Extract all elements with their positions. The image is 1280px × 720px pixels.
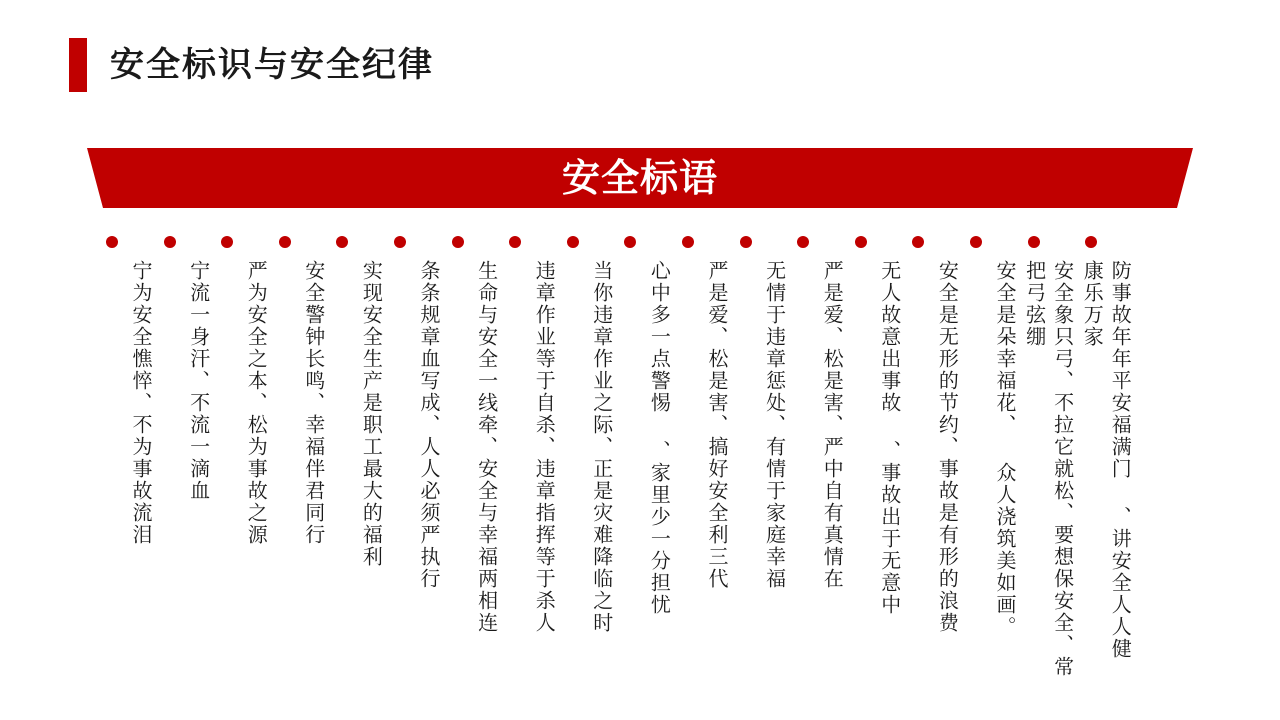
slogan-item <box>621 236 673 696</box>
slogan-text: 无人故意出事故 、事故出于无意中 <box>877 260 902 616</box>
bullet-dot-icon <box>1085 236 1097 248</box>
slogan-text: 宁流一身汗、不流一滴血 <box>186 260 211 502</box>
bullet-dot-icon <box>855 236 867 248</box>
slogan-text: 安全象只弓、不拉它就松、要想保安全、常把弓弦绷 <box>1022 260 1075 678</box>
slogan-text: 违章作业等于自杀、违章指挥等于杀人 <box>532 260 557 634</box>
bullet-dot-icon <box>336 236 348 248</box>
slogan-text: 严是爱、松是害、严中自有真情在 <box>820 260 845 590</box>
bullet-dot-icon <box>279 236 291 248</box>
slogan-text: 安全是无形的节约、事故是有形的浪费 <box>935 260 960 634</box>
slogan-item <box>506 236 558 696</box>
slogan-text: 防事故年年平安福满门 、讲安全人人健康乐万家 <box>1080 260 1133 660</box>
slogan-text: 心中多一点警惕 、家里少一分担忧 <box>647 260 672 616</box>
bullet-dot-icon <box>970 236 982 248</box>
slogan-text: 生命与安全一线牵、安全与幸福两相连 <box>474 260 499 634</box>
slogan-item <box>794 236 846 696</box>
bullet-dot-icon <box>682 236 694 248</box>
banner-title: 安全标语 <box>561 156 718 200</box>
bullet-dot-icon <box>221 236 233 248</box>
slogan-text: 严是爱、松是害、搞好安全利三代 <box>705 260 729 590</box>
slogan-item <box>679 236 731 696</box>
slogan-item <box>909 236 961 696</box>
slogan-item <box>449 236 501 696</box>
slogan-text: 无情于违章惩处、有情于家庭幸福 <box>762 260 787 590</box>
bullet-dot-icon <box>624 236 636 248</box>
slogan-item <box>161 236 213 696</box>
slogan-text: 严为安全之本、松为事故之源 <box>244 260 269 546</box>
slogan-item <box>1022 236 1077 696</box>
slogan-text: 实现安全生产是职工最大的福利 <box>359 260 384 568</box>
page-title: 安全标识与安全纪律 <box>110 45 434 85</box>
section-banner <box>87 148 1193 208</box>
slogan-item <box>276 236 328 696</box>
slogan-item <box>564 236 616 696</box>
bullet-dot-icon <box>106 236 118 248</box>
slogan-item <box>103 236 155 696</box>
title-accent-bar <box>69 38 87 92</box>
slogan-text: 条条规章血写成、人人必须严执行 <box>417 260 441 590</box>
bullet-dot-icon <box>567 236 579 248</box>
bullet-dot-icon <box>452 236 464 248</box>
bullet-dot-icon <box>1028 236 1040 248</box>
bullet-dot-icon <box>740 236 752 248</box>
bullet-dot-icon <box>394 236 406 248</box>
slogan-item <box>391 236 443 696</box>
slogan-text: 安全警钟长鸣、幸福伴君同行 <box>301 260 326 546</box>
bullet-dot-icon <box>164 236 176 248</box>
slogan-item <box>737 236 789 696</box>
slogan-item <box>852 236 904 696</box>
bullet-dot-icon <box>797 236 809 248</box>
slogan-text: 安全是朵幸福花、 众人浇筑美如画。 <box>993 260 1017 638</box>
bullet-dot-icon <box>509 236 521 248</box>
slogan-item <box>333 236 385 696</box>
slogan-text: 宁为安全憔悴、不为事故流泪 <box>129 260 153 546</box>
slogan-item <box>218 236 270 696</box>
slogan-item <box>967 236 1019 696</box>
bullet-dot-icon <box>912 236 924 248</box>
slogan-item <box>1082 236 1134 696</box>
slogan-text: 当你违章作业之际、正是灾难降临之时 <box>589 260 614 634</box>
